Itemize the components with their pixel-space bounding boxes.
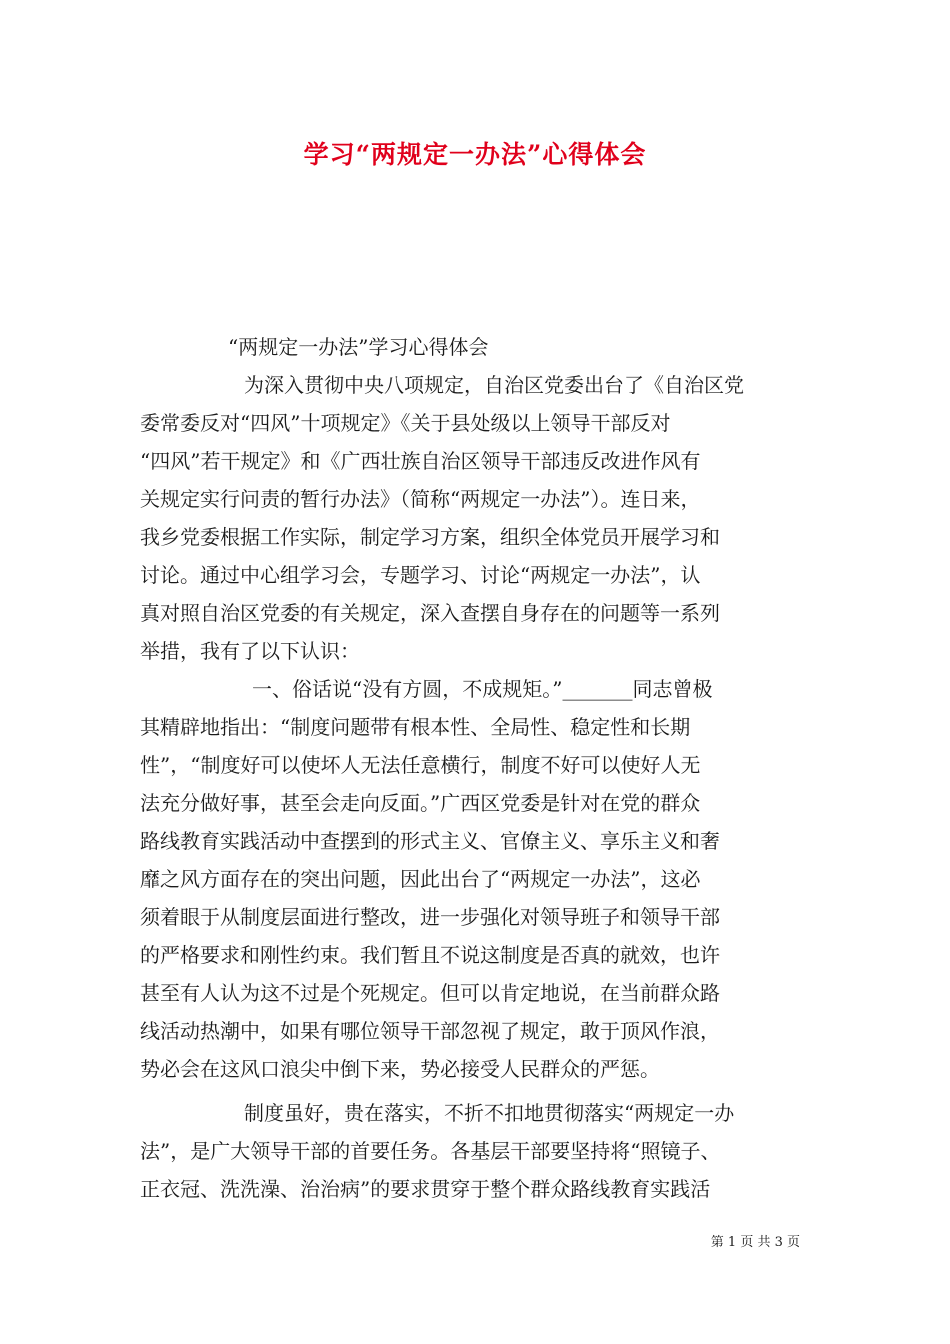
paragraph-line: 须着眼于从制度层面进行整改，进一步强化对领导班子和领导干部 <box>140 905 720 929</box>
paragraph-line: 法”，是广大领导干部的首要任务。各基层干部要坚持将“照镜子、 <box>140 1139 721 1163</box>
paragraph-line: 讨论。通过中心组学习会，专题学习、讨论“两规定一办法”，认 <box>140 563 701 587</box>
paragraph-line: 制度虽好，贵在落实，不折不扣地贯彻落实“两规定一办 <box>244 1101 735 1125</box>
paragraph-line: 我乡党委根据工作实际，制定学习方案，组织全体党员开展学习和 <box>140 525 720 549</box>
paragraph-line: 其精辟地指出：“制度问题带有根本性、全局性、稳定性和长期 <box>140 715 691 739</box>
paragraph-line: “四风”若干规定》和《广西壮族自治区领导干部违反改进作风有 <box>140 449 701 473</box>
paragraph-line: 正衣冠、洗洗澡、治治病”的要求贯穿于整个群众路线教育实践活 <box>140 1177 711 1201</box>
paragraph-line: 线活动热潮中，如果有哪位领导干部忽视了规定，敢于顶风作浪， <box>140 1019 720 1043</box>
paragraph-line: 真对照自治区党委的有关规定，深入查摆自身存在的问题等一系列 <box>140 601 720 625</box>
paragraph-3 <box>140 1094 810 1208</box>
page-number-footer: 第 1 页 共 3 页 <box>710 1235 800 1250</box>
paragraph-line: 委常委反对“四风”十项规定》《关于县处级以上领导干部反对 <box>140 411 671 435</box>
paragraph-2 <box>140 670 810 1088</box>
paragraph-line: 性”，“制度好可以使坏人无法任意横行，制度不好可以使好人无 <box>140 753 701 777</box>
document-title: 学习“两规定一办法”心得体会 <box>303 140 647 169</box>
paragraph-line: 路线教育实践活动中查摆到的形式主义、官僚主义、享乐主义和奢 <box>140 829 720 853</box>
paragraph-line: 法充分做好事，甚至会走向反面。”广西区党委是针对在党的群众 <box>140 791 701 815</box>
paragraph-line: 甚至有人认为这不过是个死规定。但可以肯定地说，在当前群众路 <box>140 981 720 1005</box>
subheading: “两规定一办法”学习心得体会 <box>228 335 489 359</box>
paragraph-line: 举措，我有了以下认识： <box>140 639 360 663</box>
paragraph-1 <box>140 366 810 670</box>
paragraph-line: 为深入贯彻中央八项规定，自治区党委出台了《自治区党 <box>244 373 744 397</box>
paragraph-line: 的严格要求和刚性约束。我们暂且不说这制度是否真的就效，也许 <box>140 943 720 967</box>
paragraph-line: 一、俗话说“没有方圆，不成规矩。”_______同志曾极 <box>252 677 713 701</box>
paragraph-line: 靡之风方面存在的突出问题，因此出台了“两规定一办法”，这必 <box>140 867 701 891</box>
document-body <box>140 328 810 1208</box>
paragraph-line: 关规定实行问责的暂行办法》（简称“两规定一办法”）。连日来， <box>140 487 701 511</box>
paragraph-line: 势必会在这风口浪尖中倒下来，势必接受人民群众的严惩。 <box>140 1057 660 1081</box>
